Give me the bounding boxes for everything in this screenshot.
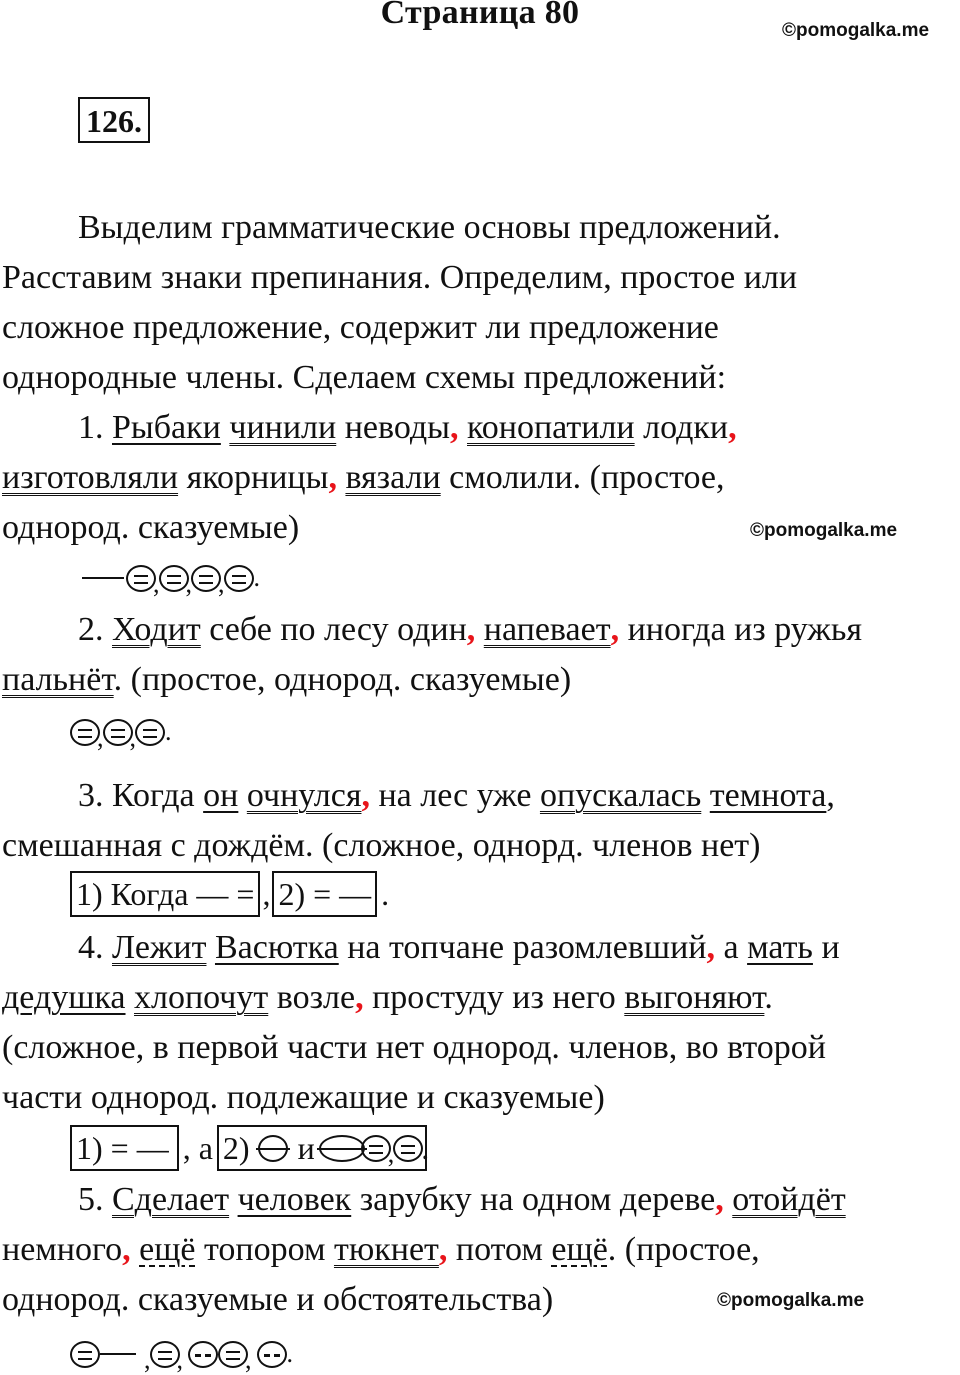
sentence-1-line-2	[2, 458, 725, 498]
homogeneous-predicate-circle	[135, 719, 165, 746]
homogeneous-predicate-circle	[150, 1341, 180, 1368]
subject-word: он	[203, 777, 239, 814]
word: на лес уже	[378, 777, 532, 814]
predicate-word: напевает	[483, 611, 611, 648]
homogeneous-predicate-circle	[70, 719, 100, 746]
word: и	[821, 929, 840, 966]
predicate-word: тюкнет	[333, 1231, 439, 1268]
predicate-word: пальнёт	[2, 661, 114, 698]
homogeneous-predicate-circle	[126, 565, 156, 592]
word: на топчане разомлевший	[347, 929, 707, 966]
intro-line: Выделим грамматические основы предложений.	[78, 209, 781, 246]
word: смолили. (простое,	[449, 459, 725, 496]
watermark: ©pomogalka.me	[750, 520, 898, 541]
intro-line: сложное предложение, содержит ли предложение	[2, 309, 719, 346]
sentence-number: 4.	[78, 929, 104, 966]
watermark: ©pomogalka.me	[782, 20, 930, 41]
dash-symbol	[82, 577, 124, 579]
red-comma: ,	[706, 929, 715, 966]
word: лодки	[643, 409, 729, 446]
homogeneous-predicate-circle	[393, 1135, 423, 1162]
subject-word: дедушка	[2, 979, 126, 1016]
predicate-word: отойдёт	[732, 1181, 846, 1218]
word: потом	[455, 1231, 543, 1268]
sentence-number: 1.	[78, 409, 104, 446]
sentence-number: 5.	[78, 1181, 104, 1218]
sentence-1-scheme: , , , .	[80, 558, 260, 598]
word: . (простое,	[607, 1231, 760, 1268]
predicate-word: Ходит	[112, 611, 201, 648]
word: зарубку на одном дереве	[359, 1181, 716, 1218]
sentence-2-scheme: , , .	[70, 712, 172, 752]
homogeneous-predicate-circle	[191, 565, 221, 592]
red-comma: ,	[450, 409, 459, 446]
red-comma: ,	[728, 409, 737, 446]
homogeneous-predicate-circle	[361, 1135, 391, 1162]
adverbial-circle	[257, 1341, 287, 1368]
word: иногда из ружья	[627, 611, 862, 648]
word: а	[723, 929, 739, 966]
red-comma: ,	[466, 611, 476, 648]
red-comma: ,	[361, 777, 370, 814]
predicate-word: опускалась	[539, 777, 702, 814]
subject-word: человек	[237, 1181, 352, 1218]
clause-box-2: 2) и ,	[217, 1125, 427, 1171]
red-comma: ,	[328, 459, 337, 496]
word: простуду из него	[372, 979, 616, 1016]
predicate-word: очнулся	[246, 777, 362, 814]
scheme-separator: , а	[182, 1129, 213, 1166]
task-number-badge: 126.	[78, 97, 150, 143]
sentence-5-line-2	[2, 1230, 760, 1270]
predicate-word: хлопочут	[134, 979, 269, 1016]
subject-word: темнота	[709, 777, 827, 814]
scheme-end: .	[381, 875, 390, 912]
word: Когда	[112, 777, 195, 814]
red-comma: ,	[122, 1231, 131, 1268]
homogeneous-predicate-circle	[224, 565, 254, 592]
sentence-5-scheme: , , , .	[70, 1334, 293, 1374]
clause-label: 2)	[222, 1129, 250, 1166]
adverbial-word: ещё	[551, 1231, 608, 1268]
word: .	[764, 979, 773, 1016]
scheme-end: .	[421, 1129, 430, 1166]
sentence-3-line-2: смешанная с дождём. (сложное, однорд. членов нет)	[2, 827, 761, 864]
red-comma: ,	[438, 1231, 448, 1268]
word: . (простое, однород. сказуемые)	[113, 661, 572, 698]
clause-box-1: 1) Когда — =	[70, 871, 260, 917]
predicate-word: изготовляли	[2, 459, 179, 496]
homogeneous-subject-circle	[319, 1135, 365, 1162]
clause-box-1: 1) = —	[70, 1125, 179, 1171]
sentence-number: 3.	[78, 777, 104, 814]
intro-line: однородные члены. Сделаем схемы предложений:	[2, 359, 727, 396]
adverbial-word: ещё	[139, 1231, 196, 1268]
predicate-word: вязали	[345, 459, 441, 496]
word: немного	[2, 1231, 123, 1268]
homogeneous-predicate-circle	[159, 565, 189, 592]
sentence-number: 2.	[78, 611, 104, 648]
clause-box-2: 2) = —	[272, 871, 377, 917]
dash-symbol	[100, 1353, 136, 1355]
sentence-4-line-3: (сложное, в первой части нет однород. членов, во второй	[2, 1029, 826, 1066]
intro-line: Расставим знаки препинания. Определим, простое или	[2, 259, 798, 296]
word: себе по лесу один	[209, 611, 467, 648]
sentence-5-line-3: однород. сказуемые и обстоятельства)	[2, 1281, 554, 1318]
red-comma: ,	[715, 1181, 724, 1218]
sentence-4-line-4: части однород. подлежащие и сказуемые)	[2, 1079, 605, 1116]
homogeneous-predicate-circle	[70, 1341, 100, 1368]
page-title: Страница 80	[380, 0, 580, 31]
sentence-3-scheme	[70, 874, 389, 914]
sentence-1-line-1	[78, 408, 737, 448]
word: топором	[203, 1231, 326, 1268]
homogeneous-predicate-circle	[103, 719, 133, 746]
adverbial-circle	[188, 1341, 218, 1368]
predicate-word: выгоняют	[624, 979, 765, 1016]
sentence-4-line-1	[78, 928, 840, 968]
sentence-4-line-2	[2, 978, 773, 1018]
sentence-3-line-1: 3. Когда он очнулся, на лес уже опускалась темнота,	[78, 777, 835, 814]
subject-word: Рыбаки	[112, 409, 221, 446]
word: возле	[276, 979, 356, 1016]
scheme-separator: ,	[262, 875, 271, 912]
homogeneous-predicate-circle	[218, 1341, 248, 1368]
predicate-word: конопатили	[467, 409, 635, 446]
red-comma: ,	[355, 979, 364, 1016]
sentence-1-line-3: однород. сказуемые)	[2, 509, 300, 546]
sentence-4-scheme	[70, 1128, 429, 1168]
conjunction: и	[297, 1129, 315, 1166]
red-comma: ,	[610, 611, 620, 648]
subject-word: Васютка	[214, 929, 339, 966]
sentence-5-line-1	[78, 1180, 846, 1220]
homogeneous-subject-circle	[258, 1135, 288, 1162]
predicate-word: чинили	[229, 409, 337, 446]
watermark: ©pomogalka.me	[717, 1290, 865, 1311]
sentence-2-line-1	[78, 610, 862, 650]
sentence-2-line-2	[2, 660, 571, 700]
word: якорницы	[186, 459, 329, 496]
subject-word: мать	[747, 929, 813, 966]
predicate-word: Сделает	[112, 1181, 230, 1218]
predicate-word: Лежит	[112, 929, 207, 966]
word: неводы	[344, 409, 450, 446]
